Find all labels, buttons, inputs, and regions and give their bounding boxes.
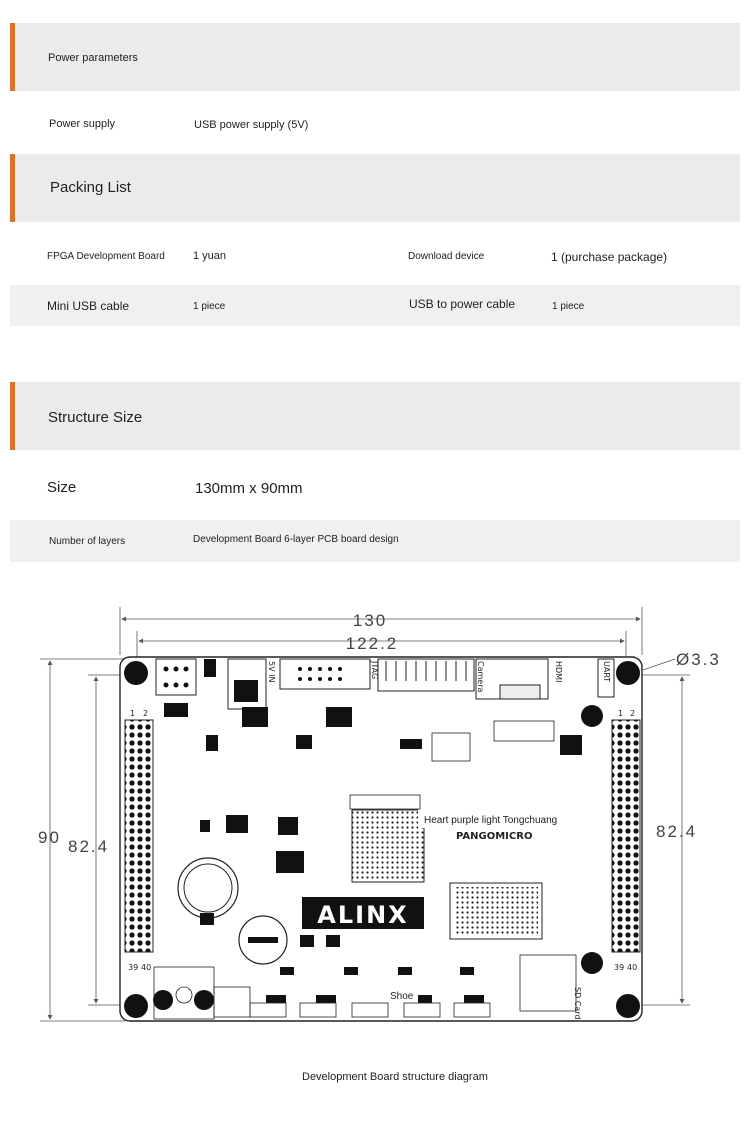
section-title: Packing List: [50, 179, 131, 196]
svg-text:40: 40: [141, 963, 152, 972]
accent-bar: [10, 382, 15, 450]
packing-item-label: FPGA Development Board: [47, 251, 165, 262]
accent-bar: [10, 23, 15, 91]
button-label: Shoe: [390, 991, 414, 1002]
memory-pads: [454, 887, 538, 935]
power-supply-label: Power supply: [49, 118, 116, 130]
power-supply-value: USB power supply (5V): [194, 119, 309, 131]
battery-tab: [200, 913, 214, 925]
packing-item-value: 1 yuan: [193, 250, 227, 262]
board-structure-diagram: [0, 595, 750, 1035]
svg-text:SD Card: SD Card: [573, 987, 582, 1020]
size-value: 130mm x 90mm: [195, 480, 303, 497]
section-header-structure: [10, 382, 740, 450]
dim-inner-height-left: 82.4: [68, 837, 110, 856]
svg-text:40: 40: [627, 963, 638, 972]
packing-item-value: 1 (purchase package): [551, 250, 668, 264]
buzzer-mark: [248, 937, 278, 943]
svg-text:39: 39: [128, 963, 139, 972]
layers-label: Number of layers: [49, 536, 126, 547]
battery-holder: [178, 858, 238, 918]
right-expansion-header: [612, 720, 640, 952]
dim-outer-height: 90: [38, 828, 61, 847]
svg-text:Camera: Camera: [476, 661, 485, 693]
packing-item-label: Download device: [408, 251, 485, 262]
svg-text:JTAG: JTAG: [370, 661, 379, 680]
svg-text:1: 1: [618, 709, 624, 718]
dim-hole: Ø3.3: [676, 650, 721, 669]
layers-value: Development Board 6-layer PCB board design: [193, 534, 399, 545]
chip-brand: PANGOMICRO: [456, 831, 533, 842]
power-jack: [234, 680, 258, 702]
svg-text:UART: UART: [602, 661, 611, 683]
left-expansion-header: [125, 720, 153, 952]
chip-overlay-label: Heart purple light Tongchuang: [424, 815, 558, 826]
fpga-chip: [352, 810, 424, 882]
svg-text:2: 2: [630, 709, 636, 718]
dim-inner-height-right: 82.4: [656, 822, 698, 841]
svg-text:5V IN: 5V IN: [267, 661, 276, 683]
svg-text:HDMI: HDMI: [554, 661, 563, 683]
alinx-logo: ALINX: [317, 901, 409, 929]
section-header-power: [10, 23, 740, 91]
packing-item-label: USB to power cable: [409, 297, 516, 311]
section-title: Power parameters: [48, 52, 138, 64]
packing-item-label: Mini USB cable: [47, 299, 130, 313]
section-header-packing: [10, 154, 740, 222]
size-label: Size: [47, 479, 77, 496]
svg-text:39: 39: [614, 963, 625, 972]
diagram-caption: Development Board structure diagram: [302, 1071, 488, 1083]
dim-outer-width: 130: [352, 611, 388, 630]
packing-item-value: 1 piece: [552, 301, 585, 312]
dim-inner-width: 122.2: [345, 634, 399, 653]
accent-bar: [10, 154, 15, 222]
packing-item-value: 1 piece: [193, 301, 226, 312]
section-title: Structure Size: [48, 409, 143, 426]
svg-text:1: 1: [130, 709, 136, 718]
svg-text:2: 2: [143, 709, 149, 718]
